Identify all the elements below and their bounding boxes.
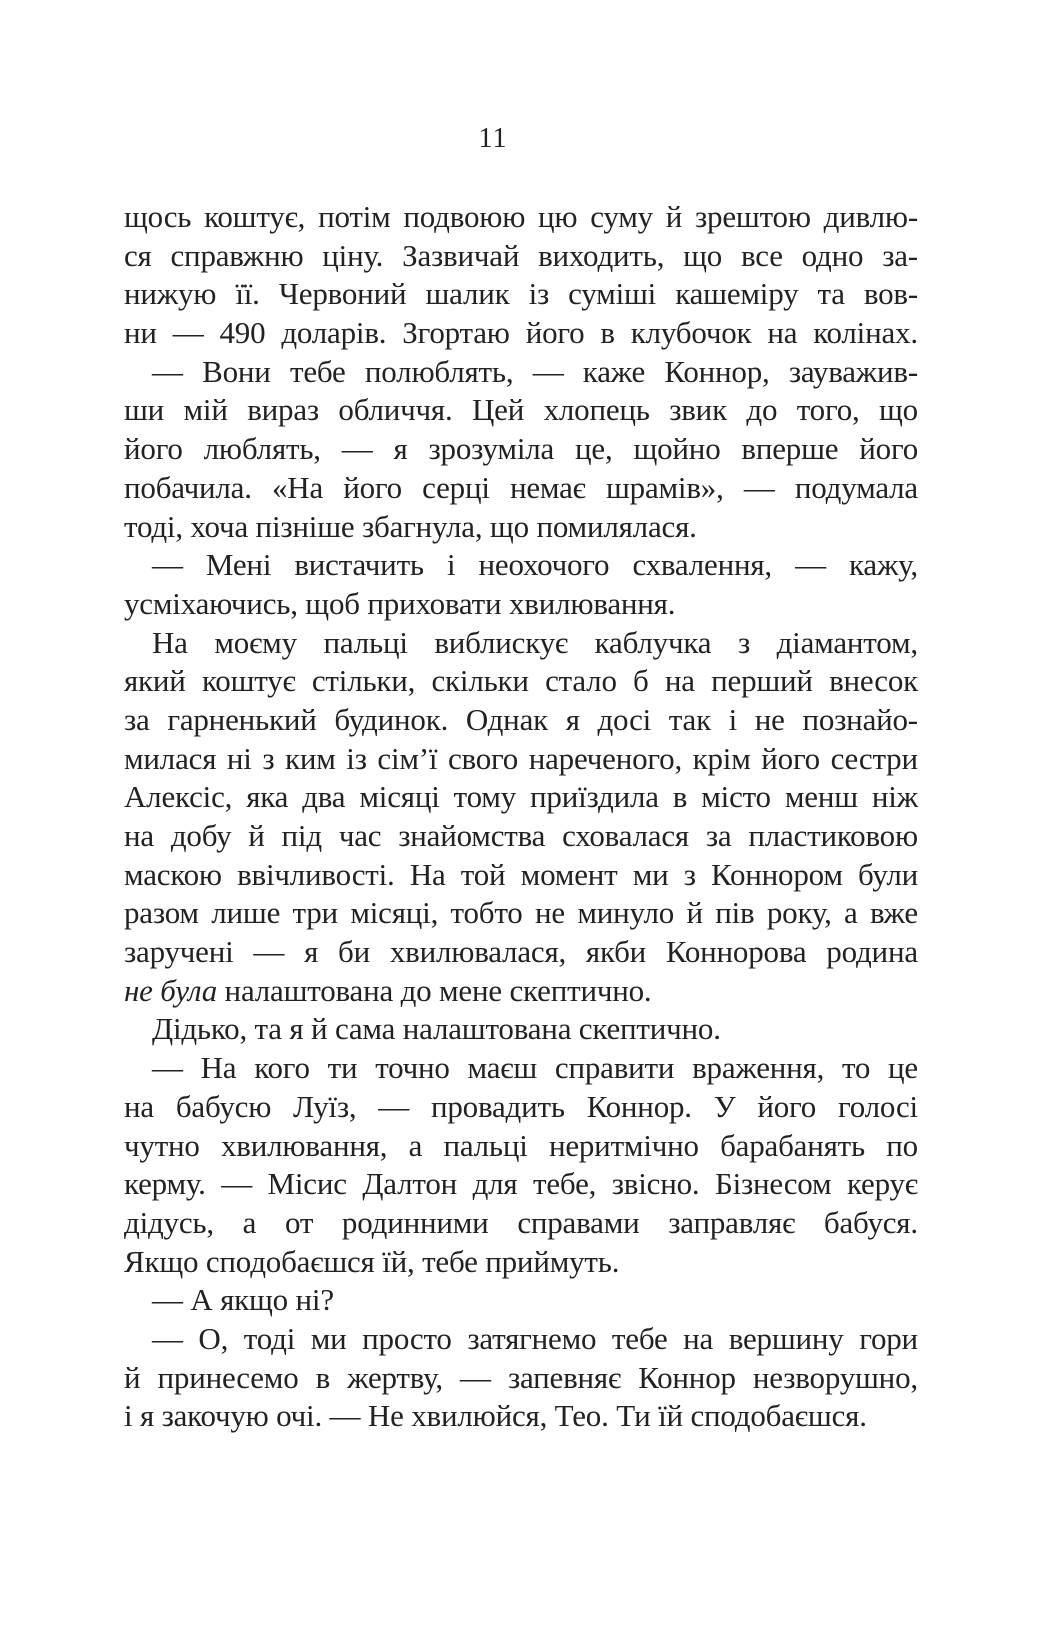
text-line: — Вони тебе полюблять, — каже Коннор, зауважив- [152,353,918,389]
text-line: на бабусю Луїз, — провадить Коннор. У його голосі [124,1088,918,1124]
text-line: — Мені вистачить і неохочого схвалення, — кажу, [152,547,918,583]
text-line: — О, тоді ми просто затягнемо тебе на вершину гори [152,1320,918,1356]
text-line: і я закочую очі. — Не хвилюйся, Тео. Ти їй сподобаєшся. [124,1398,867,1434]
text-line: ся справжню ціну. Зазвичай виходить, що все одно за- [124,237,918,273]
text-line: який коштує стільки, скільки стало б на перший внесок [124,663,918,699]
text-line: — На кого ти точно маєш справити враження, то це [152,1050,918,1086]
text-line: усміхаючись, щоб приховати хвилювання. [124,585,676,621]
text-line: дідусь, а от родинними справами заправляє бабуся. [124,1204,918,1240]
text-line: нижую її. Червоний шалик із суміші кашеміру та вов- [124,276,918,312]
text-line: милася ні з ким із сім’ї свого нареченого, крім його сестри [124,740,918,776]
text-line: маскою ввічливості. На той момент ми з Коннором були [124,856,918,892]
text-line: ни — 490 доларів. Згортаю його в клубочок на колінах. [124,315,918,351]
text-line: за гарненький будинок. Однак я досі так і не познайо- [124,701,918,737]
text-line: його люблять, — я зрозуміла це, щойно вперше його [124,431,918,467]
page-number: 11 [478,123,508,154]
text-line: на добу й під час знайомства сховалася за пластиковою [124,818,918,853]
text-line: керму. — Місис Далтон для тебе, звісно. Бізнесом керує [124,1166,918,1202]
text-line: На моєму пальці виблискує каблучка з діамантом, [152,624,918,660]
text-line: не була налаштована до мене скептично. [124,972,652,1008]
text-block [124,198,918,1436]
text-line: чутно хвилювання, а пальці неритмічно барабанять по [124,1127,918,1163]
text-line: Алексіс, яка два місяці тому приїздила в місто менш ніж [124,779,918,815]
text-line: тоді, хоча пізніше збагнула, що помилялася. [124,508,697,544]
text-line: побачила. «На його серці немає шрамів», — подумала [124,469,918,505]
text-line: щось коштує, потім подвоюю цю суму й зрештою дивлю- [124,199,918,234]
text-line: ши мій вираз обличчя. Цей хлопець звик до того, що [124,392,918,428]
text-line: заручені — я би хвилювалася, якби Коннорова родина [124,934,918,970]
text-line: Якщо сподобаєшся їй, тебе приймуть. [124,1243,620,1279]
text-line: й принесемо в жертву, — запевняє Коннор незворушно, [124,1359,918,1395]
text-line: — А якщо ні? [152,1282,334,1318]
text-line: разом лише три місяці, тобто не минуло й пів року, а вже [124,895,918,931]
text-line: Дідько, та я й сама налаштована скептично. [152,1011,721,1047]
